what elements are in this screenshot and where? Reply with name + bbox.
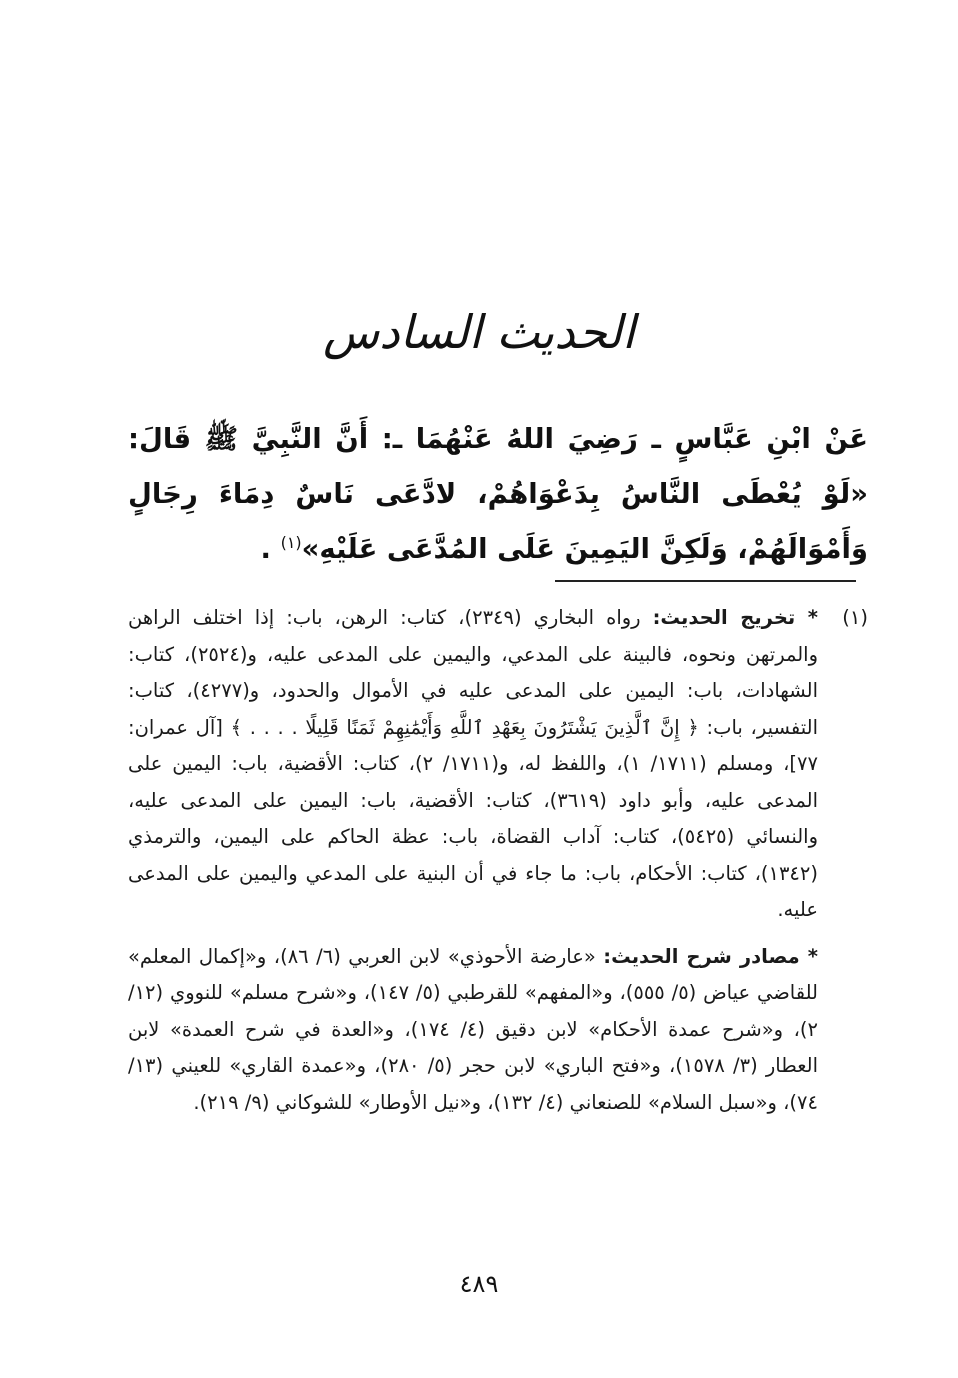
- page-number: ٤٨٩: [459, 1270, 499, 1298]
- sources-text: «عارضة الأحوذي» لابن العربي (٦/ ٨٦)، و«إكمال المعلم» للقاضي عياض (٥/ ٥٥٥)، و«المفهم» للقرطبي (٥/ ١٤٧)، و«شرح مسلم» للنووي (١٢/ ٢)، و«شرح عمدة الأحكام» لابن دقيق (٤/ ١٧٤)، و«العدة في شرح العمدة» لابن العطار (٣/ ١٥٧٨)، و«فتح الباري» لابن حجر (٥/ ٢٨٠)، و«عمدة القاري» للعيني (١٣/ ٧٤)، و«سبل السلام» للصنعاني (٤/ ١٣٢)، و«نيل الأوطار» للشوكاني (٩/ ٢١٩).: [128, 944, 818, 1114]
- hadith-text: عَنْ ابْنِ عَبَّاسٍ ـ رَضِيَ اللهُ عَنْهُمَا ـ: أَنَّ النَّبِيَّ ﷺ قَالَ: «لَوْ يُعْطَى النَّاسُ بِدَعْوَاهُمْ، لادَّعَى نَاسٌ دِمَاءَ رِجَالٍ وَأَمْوَالَهُمْ، وَلَكِنَّ اليَمِينَ عَلَى المُدَّعَى عَلَيْهِ»: [128, 423, 868, 565]
- takhrij-label: * تخريج الحديث:: [652, 606, 818, 629]
- sources-paragraph: [128, 939, 818, 1122]
- takhrij-paragraph: [128, 600, 818, 929]
- footnote-row: [128, 600, 868, 1121]
- footnote: [128, 600, 868, 1121]
- takhrij-text: رواه البخاري (٢٣٤٩)، كتاب: الرهن، باب: إذا اختلف الراهن والمرتهن ونحوه، فالبينة على المدعي، واليمين على المدعى عليه، و(٢٥٢٤)، كتاب: الشهادات، باب: اليمين على المدعى عليه في الأموال والحدود، و(٤٢٧٧)، كتاب: التفسير، باب: ﴿ إِنَّ ٱلَّذِينَ يَشْتَرُونَ بِعَهْدِ ٱللَّهِ وَأَيْمَٰنِهِمْ ثَمَنًا قَلِيلًا . . . . ﴾ [آل عمران: ٧٧]، ومسلم (١٧١١/ ١)، واللفظ له، و(١٧١١/ ٢)، كتاب: الأقضية، باب: اليمين على المدعى عليه، وأبو داود (٣٦١٩)، كتاب: الأقضية، باب: اليمين على المدعى عليه، والنسائي (٥٤٢٥)، كتاب: آداب القضاة، باب: عظة الحاكم على اليمين، والترمذي (١٣٤٢)، كتاب: الأحكام، باب: ما جاء في أن البنية على المدعي واليمين على المدعى عليه.: [128, 606, 819, 921]
- chapter-title: الحديث السادس: [323, 305, 635, 359]
- sources-label: * مصادر شرح الحديث:: [603, 944, 818, 968]
- footnote-number: (١): [842, 606, 868, 629]
- hadith-end-mark: .: [260, 533, 271, 565]
- hadith-footnote-ref[interactable]: (١): [280, 532, 302, 552]
- hadith-text-block: [128, 412, 868, 577]
- footnote-body: [128, 600, 818, 1121]
- footnote-separator: [555, 580, 856, 582]
